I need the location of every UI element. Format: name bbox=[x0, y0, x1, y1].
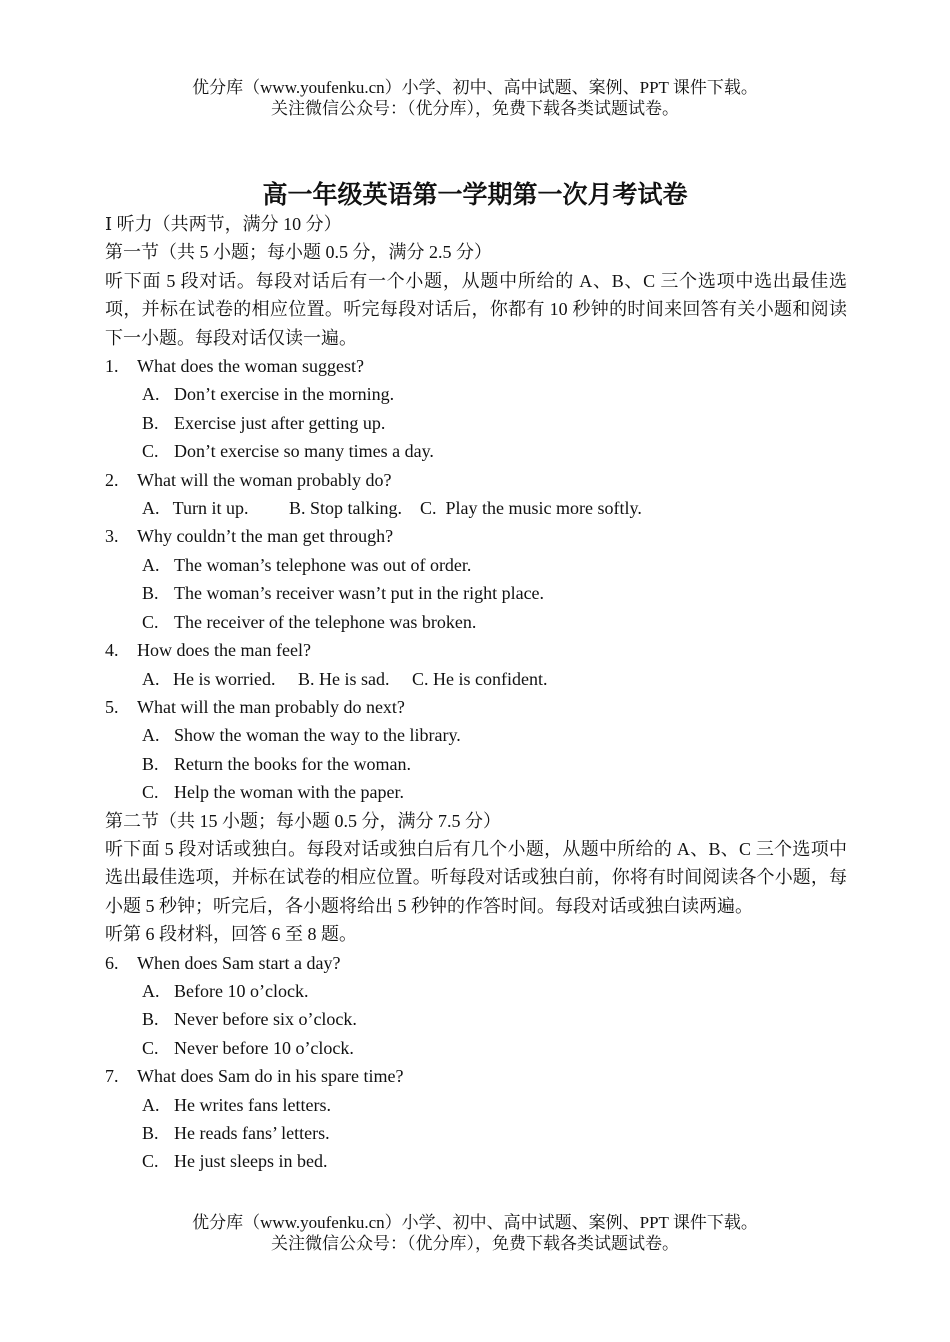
question-6 bbox=[105, 949, 847, 977]
option-5a: A. Show the woman the way to the library. bbox=[142, 725, 461, 746]
question-3 bbox=[105, 522, 847, 550]
question-number: 3. bbox=[105, 526, 119, 547]
question-text: What does the woman suggest? bbox=[137, 356, 364, 377]
question-text: What does Sam do in his spare time? bbox=[137, 1066, 404, 1087]
option-5c: C. Help the woman with the paper. bbox=[142, 782, 404, 803]
option-7c: C. He just sleeps in bed. bbox=[142, 1151, 328, 1172]
question-number: 5. bbox=[105, 696, 119, 717]
question-number: 1. bbox=[105, 356, 119, 377]
exam-body bbox=[105, 210, 847, 1176]
option-3c: C. The receiver of the telephone was broken. bbox=[142, 611, 477, 632]
header-line-2: 关注微信公众号：（优分库），免费下载各类试题试卷。 bbox=[271, 99, 679, 118]
header-line-1: 优分库（www.youfenku.cn）小学、初中、高中试题、案例、PPT 课件下载。 bbox=[192, 78, 758, 97]
question-number: 6. bbox=[105, 952, 119, 973]
question-7 bbox=[105, 1062, 847, 1090]
question-text: How does the man feel? bbox=[137, 640, 311, 661]
footer-line-2: 关注微信公众号：（优分库），免费下载各类试题试卷。 bbox=[271, 1234, 679, 1253]
option-7b: B. He reads fans’ letters. bbox=[142, 1123, 330, 1143]
option-3a: A. The woman’s telephone was out of order. bbox=[142, 554, 472, 575]
section1-heading: 第一节（共 5 小题；每小题 0.5 分，满分 2.5 分） bbox=[105, 242, 492, 263]
option-6b: B. Never before six o’clock. bbox=[142, 1009, 357, 1030]
question-text: When does Sam start a day? bbox=[137, 952, 341, 973]
question-4 bbox=[105, 636, 847, 664]
question-2 bbox=[105, 466, 847, 494]
option-6c: C. Never before 10 o’clock. bbox=[142, 1037, 354, 1058]
option-3b: B. The woman’s receiver wasn’t put in the right place. bbox=[142, 583, 545, 604]
option-1b: B. Exercise just after getting up. bbox=[142, 412, 386, 433]
question-number: 7. bbox=[105, 1066, 119, 1087]
part1-heading: Ⅰ 听力（共两节，满分 10 分） bbox=[105, 214, 342, 234]
question-text: Why couldn’t the man get through? bbox=[137, 526, 394, 547]
options-4: A. He is worried. B. He is sad. C. He is confident. bbox=[142, 668, 548, 689]
option-7a: A. He writes fans letters. bbox=[142, 1094, 331, 1115]
question-1 bbox=[105, 352, 847, 380]
option-1a: A. Don’t exercise in the morning. bbox=[142, 384, 395, 405]
section2-instructions: 听下面 5 段对话或独白。每段对话或独白后有几个小题，从题中所给的 A、B、C 三个选项中选出最佳选项，并标在试卷的相应位置。听每段对话或独白前，你将有时间阅读各个小题，每小题 5 秒钟；听完后，各小题将给出 5 秒钟的作答时间。每段对话或独白读两遍。 bbox=[105, 838, 847, 916]
section1-instructions: 听下面 5 段对话。每段对话后有一个小题，从题中所给的 A、B、C 三个选项中选出最佳选项，并标在试卷的相应位置。听完每段对话后，你都有 10 秒钟的时间来回答有关小题和阅读下一小题。每段对话仅读一遍。 bbox=[105, 270, 847, 348]
material6-note: 听第 6 段材料，回答 6 至 8 题。 bbox=[105, 924, 357, 945]
question-number: 4. bbox=[105, 640, 119, 661]
question-5 bbox=[105, 693, 847, 721]
question-text: What will the man probably do next? bbox=[137, 696, 405, 717]
page-footer bbox=[0, 1212, 950, 1254]
question-text: What will the woman probably do? bbox=[137, 469, 392, 490]
question-number: 2. bbox=[105, 469, 119, 490]
option-6a: A. Before 10 o’clock. bbox=[142, 980, 309, 1001]
option-1c: C. Don’t exercise so many times a day. bbox=[142, 441, 434, 462]
section2-heading: 第二节（共 15 小题；每小题 0.5 分，满分 7.5 分） bbox=[105, 810, 501, 831]
options-2: A. Turn it up. B. Stop talking. C. Play the music more softly. bbox=[142, 498, 642, 519]
exam-title: 高一年级英语第一学期第一次月考试卷 bbox=[262, 182, 688, 209]
page-header bbox=[0, 77, 950, 119]
footer-line-1: 优分库（www.youfenku.cn）小学、初中、高中试题、案例、PPT 课件下载。 bbox=[192, 1213, 758, 1232]
option-5b: B. Return the books for the woman. bbox=[142, 753, 411, 774]
